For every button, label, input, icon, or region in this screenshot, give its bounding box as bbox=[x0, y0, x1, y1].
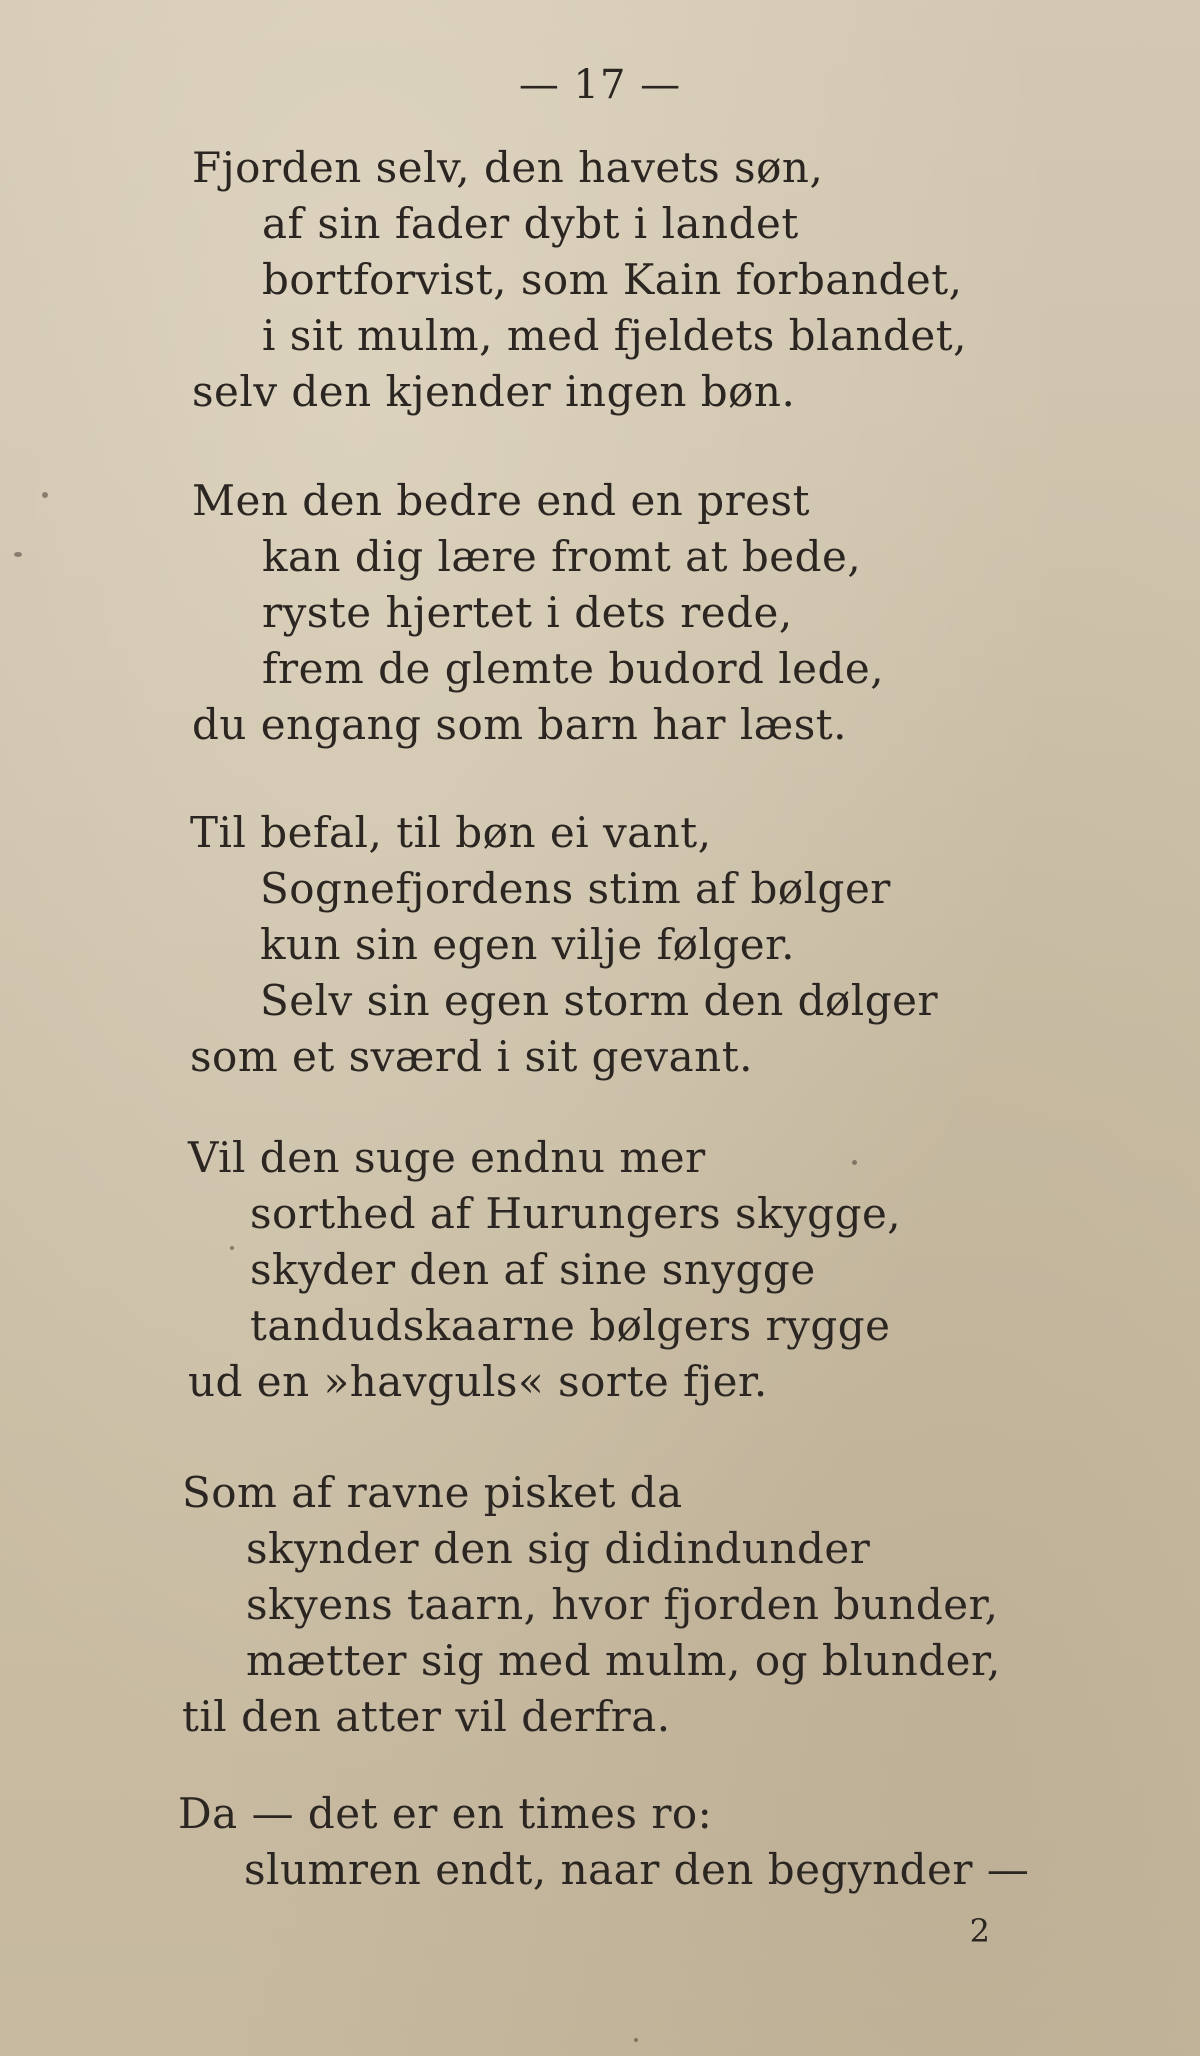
verse-line: af sin fader dybt i landet bbox=[262, 199, 799, 248]
verse-line: sorthed af Hurungers skygge, bbox=[250, 1189, 902, 1238]
verse-line: du engang som barn har læst. bbox=[192, 700, 848, 749]
paper-speck bbox=[14, 552, 22, 557]
paper-speck bbox=[230, 1246, 234, 1250]
paper-speck bbox=[42, 492, 48, 498]
verse-line: mætter sig med mulm, og blunder, bbox=[246, 1636, 1001, 1685]
verse-line: ud en »havguls« sorte fjer. bbox=[188, 1357, 768, 1406]
verse-line: kan dig lære fromt at bede, bbox=[262, 532, 862, 581]
verse-line: Til befal, til bøn ei vant, bbox=[190, 808, 712, 857]
paper-speck bbox=[634, 2038, 638, 2042]
paper-speck bbox=[852, 1160, 857, 1165]
verse-line: bortforvist, som Kain forbandet, bbox=[262, 255, 963, 304]
verse-line: Men den bedre end en prest bbox=[192, 476, 810, 525]
verse-line: Da — det er en times ro: bbox=[178, 1789, 713, 1838]
verse-line: skyder den af sine snygge bbox=[250, 1245, 816, 1294]
verse-line: skynder den sig didindunder bbox=[246, 1524, 871, 1573]
verse-line: Sognefjordens stim af bølger bbox=[260, 864, 891, 913]
verse-line: Selv sin egen storm den dølger bbox=[260, 976, 939, 1025]
page-number: — 17 — bbox=[518, 62, 682, 108]
verse-line: Som af ravne pisket da bbox=[182, 1468, 683, 1517]
verse-line: slumren endt, naar den begynder — bbox=[244, 1845, 1030, 1894]
verse-line: frem de glemte budord lede, bbox=[262, 644, 885, 693]
verse-line: Vil den suge endnu mer bbox=[188, 1133, 706, 1182]
verse-line: skyens taarn, hvor fjorden bunder, bbox=[246, 1580, 999, 1629]
verse-line: kun sin egen vilje følger. bbox=[260, 920, 795, 969]
verse-line: Fjorden selv, den havets søn, bbox=[192, 143, 824, 192]
verse-line: selv den kjender ingen bøn. bbox=[192, 367, 796, 416]
verse-line: i sit mulm, med fjeldets blandet, bbox=[262, 311, 968, 360]
verse-line: ryste hjertet i dets rede, bbox=[262, 588, 793, 637]
verse-line: til den atter vil derfra. bbox=[182, 1692, 671, 1741]
verse-line: tandudskaarne bølgers rygge bbox=[250, 1301, 891, 1350]
verse-line: som et sværd i sit gevant. bbox=[190, 1032, 753, 1081]
signature-mark: 2 bbox=[969, 1912, 990, 1950]
